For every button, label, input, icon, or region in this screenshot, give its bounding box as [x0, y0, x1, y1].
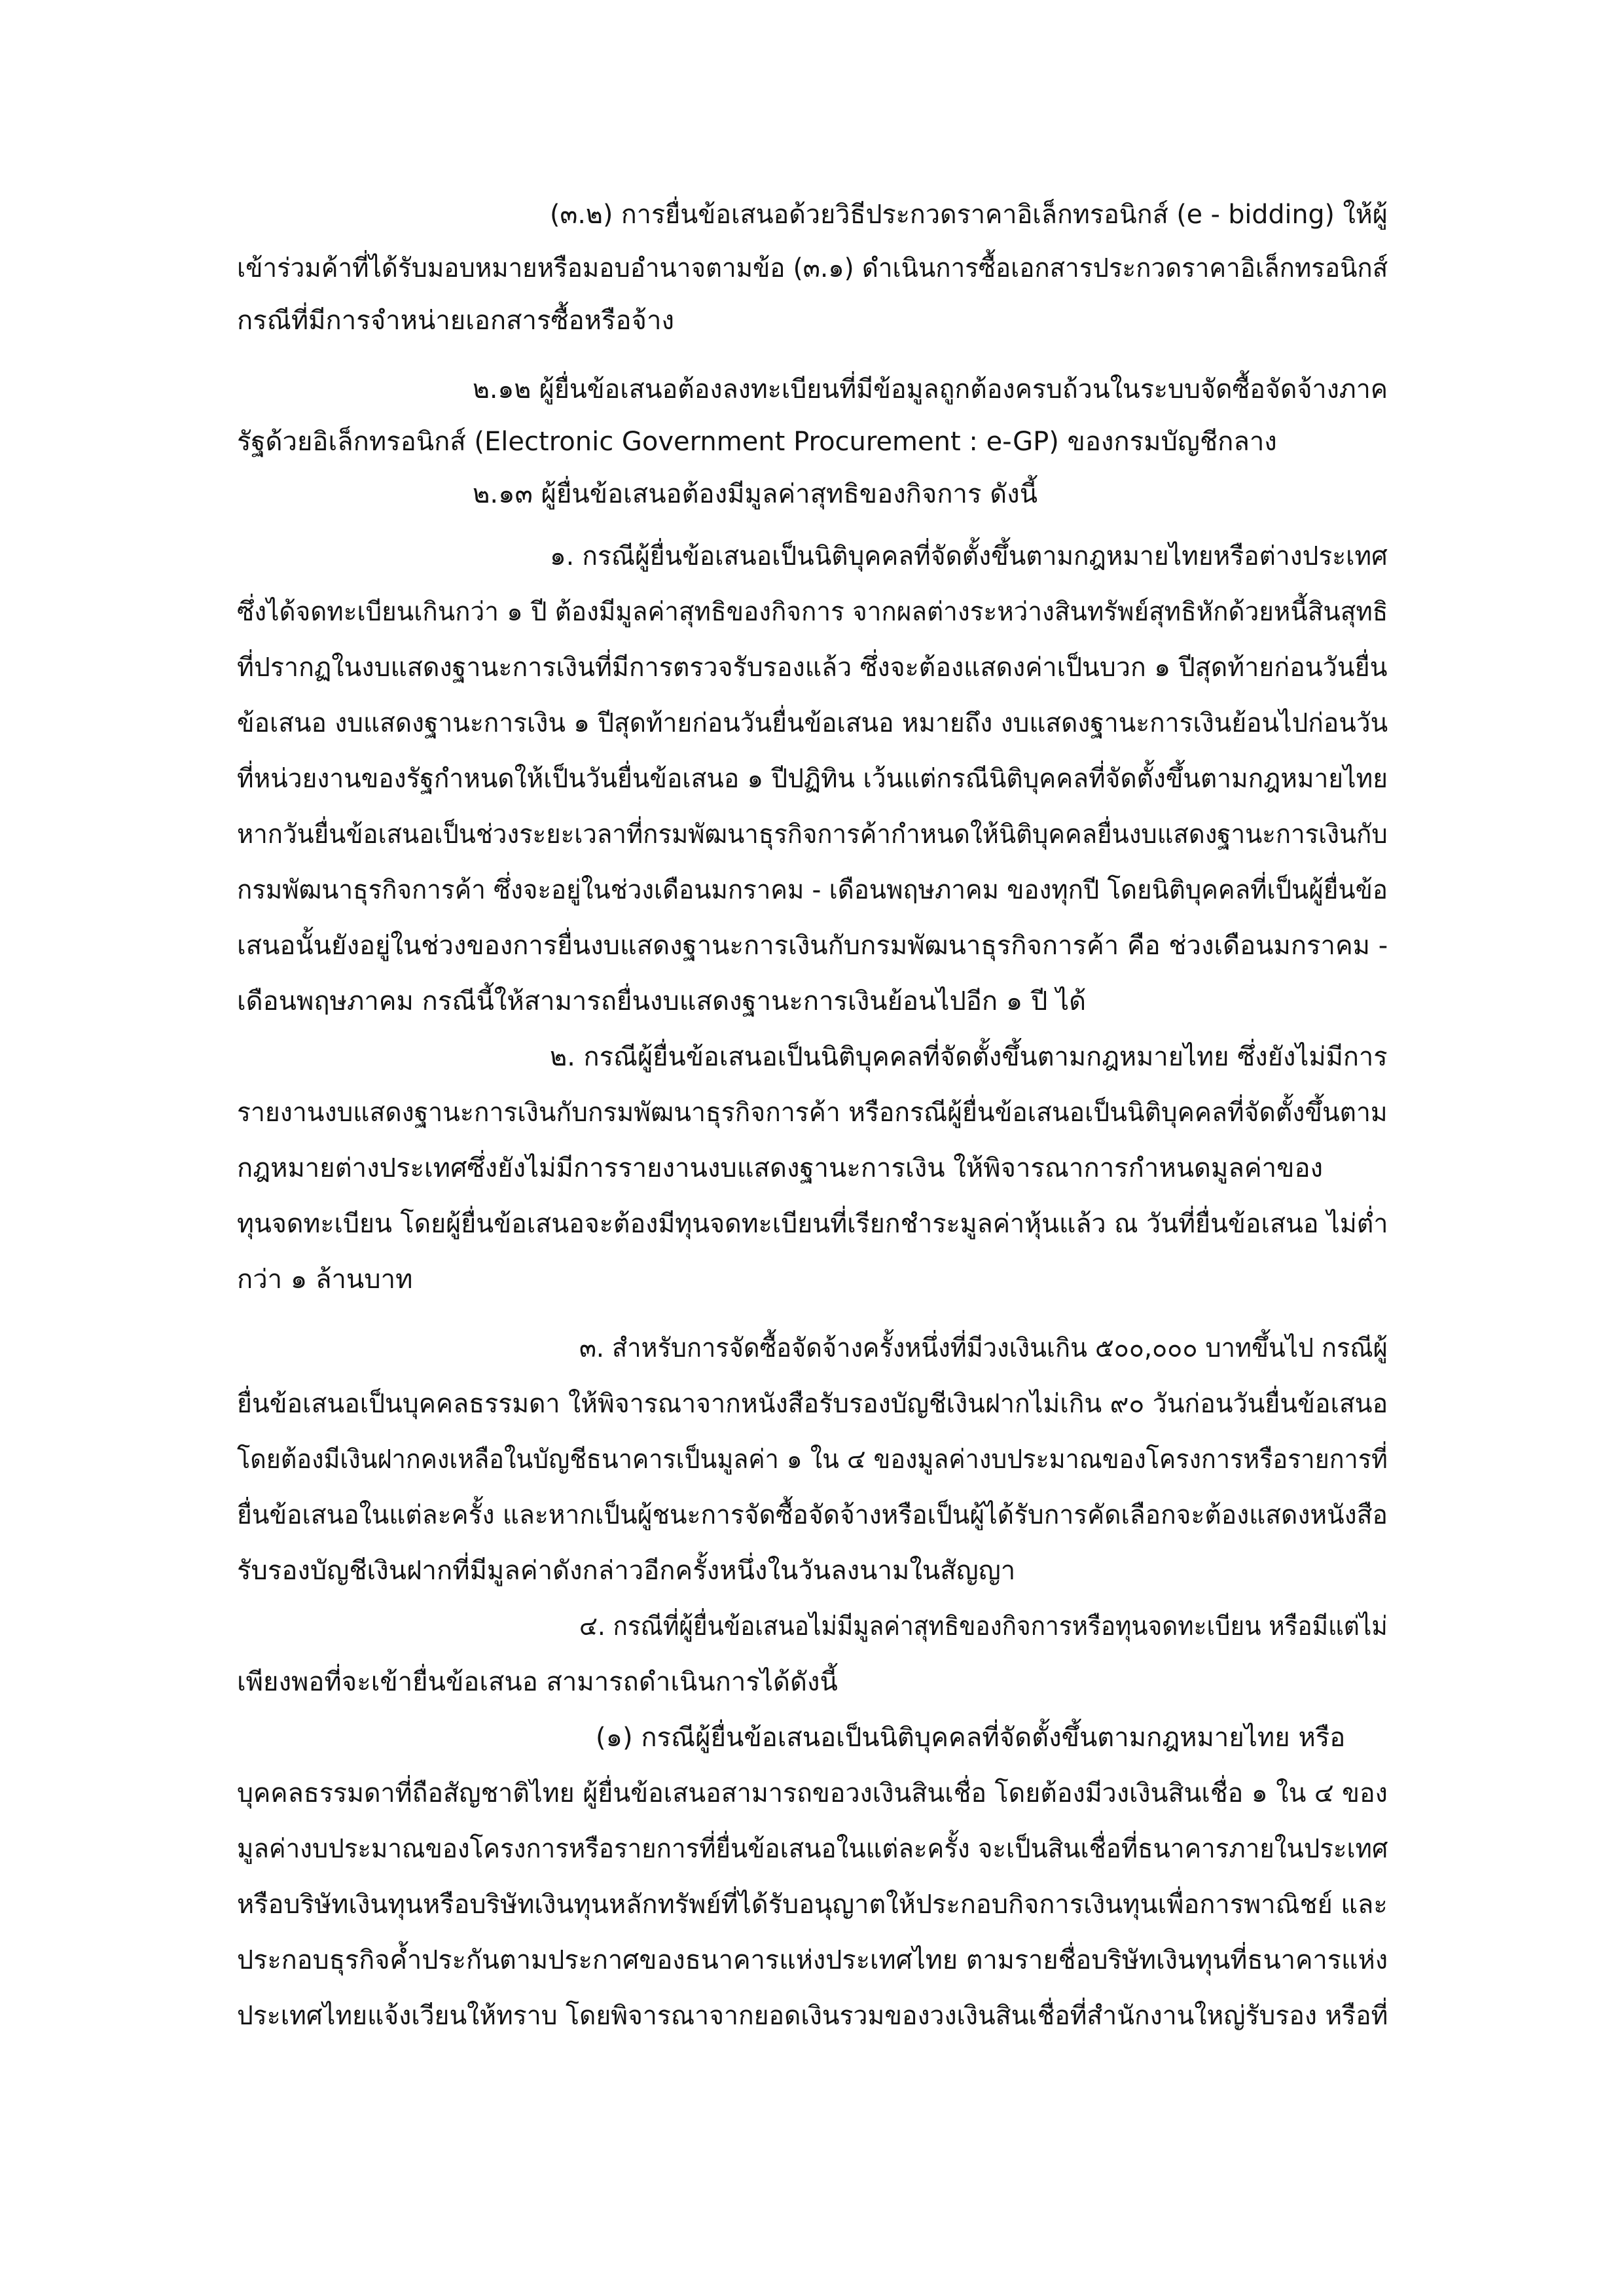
item-1-line-2: ซึ่งได้จดทะเบียนเกินกว่า ๑ ปี ต้องมีมูลค่าสุทธิของกิจการ จากผลต่างระหว่างสินทรัพย์สุทธิหักด้วยหนี้สินสุทธิ	[237, 597, 1388, 627]
item-3-line-5: รับรองบัญชีเงินฝากที่มีมูลค่าดังกล่าวอีกครั้งหนึ่งในวันลงนามในสัญญา	[237, 1556, 1016, 1586]
item-2-line-1: ๒. กรณีผู้ยื่นข้อเสนอเป็นนิติบุคคลที่จัดตั้งขึ้นตามกฎหมายไทย ซึ่งยังไม่มีการ	[550, 1042, 1388, 1072]
clause-2-12-line-1: ๒.๑๒ ผู้ยื่นข้อเสนอต้องลงทะเบียนที่มีข้อมูลถูกต้องครบถ้วนในระบบจัดซื้อจัดจ้างภาค	[473, 374, 1388, 404]
item-2-line-5: กว่า ๑ ล้านบาท	[237, 1265, 413, 1295]
sub-item-4-1-line-3: มูลค่างบประมาณของโครงการหรือรายการที่ยื่นข้อเสนอในแต่ละครั้ง จะเป็นสินเชื่อที่ธนาคารภายในประเทศ	[237, 1834, 1388, 1864]
item-4-line-1: ๔. กรณีที่ผู้ยื่นข้อเสนอไม่มีมูลค่าสุทธิของกิจการหรือทุนจดทะเบียน หรือมีแต่ไม่	[579, 1611, 1388, 1641]
item-1-line-9: เดือนพฤษภาคม กรณีนี้ให้สามารถยื่นงบแสดงฐานะการเงินย้อนไปอีก ๑ ปี ได้	[237, 986, 1087, 1016]
item-4-line-2: เพียงพอที่จะเข้ายื่นข้อเสนอ สามารถดำเนินการได้ดังนี้	[237, 1667, 838, 1697]
clause-3-2-line-1: (๓.๒) การยื่นข้อเสนอด้วยวิธีประกวดราคาอิเล็กทรอนิกส์ (e - bidding) ให้ผู้	[550, 200, 1388, 230]
clause-3-2-line-3: กรณีที่มีการจำหน่ายเอกสารซื้อหรือจ้าง	[237, 306, 674, 336]
sub-item-4-1-line-1: (๑) กรณีผู้ยื่นข้อเสนอเป็นนิติบุคคลที่จัดตั้งขึ้นตามกฎหมายไทย หรือ	[596, 1723, 1346, 1753]
item-1-line-8: เสนอนั้นยังอยู่ในช่วงของการยื่นงบแสดงฐานะการเงินกับกรมพัฒนาธุรกิจการค้า คือ ช่วงเดือนมกราคม -	[237, 931, 1388, 961]
item-1-line-7: กรมพัฒนาธุรกิจการค้า ซึ่งจะอยู่ในช่วงเดือนมกราคม - เดือนพฤษภาคม ของทุกปี โดยนิติบุคคลที่เป็นผู้ยื่นข้อ	[237, 875, 1388, 905]
item-1-line-1: ๑. กรณีผู้ยื่นข้อเสนอเป็นนิติบุคคลที่จัดตั้งขึ้นตามกฎหมายไทยหรือต่างประเทศ	[550, 541, 1388, 571]
item-1-line-3: ที่ปรากฏในงบแสดงฐานะการเงินที่มีการตรวจรับรองแล้ว ซึ่งจะต้องแสดงค่าเป็นบวก ๑ ปีสุดท้ายก่อนวันยื่น	[237, 653, 1388, 683]
item-1-line-5: ที่หน่วยงานของรัฐกำหนดให้เป็นวันยื่นข้อเสนอ ๑ ปีปฏิทิน เว้นแต่กรณีนิติบุคคลที่จัดตั้งขึ้นตามกฎหมายไทย	[237, 764, 1388, 794]
item-1-line-6: หากวันยื่นข้อเสนอเป็นช่วงระยะเวลาที่กรมพัฒนาธุรกิจการค้ากำหนดให้นิติบุคคลยื่นงบแสดงฐานะการเงินกับ	[237, 819, 1388, 850]
sub-item-4-1-line-6: ประเทศไทยแจ้งเวียนให้ทราบ โดยพิจารณาจากยอดเงินรวมของวงเงินสินเชื่อที่สำนักงานใหญ่รับรอง หรือที่	[237, 2001, 1388, 2031]
item-3-line-3: โดยต้องมีเงินฝากคงเหลือในบัญชีธนาคารเป็นมูลค่า ๑ ใน ๔ ของมูลค่างบประมาณของโครงการหรือรายการที่	[237, 1444, 1388, 1475]
item-2-line-4: ทุนจดทะเบียน โดยผู้ยื่นข้อเสนอจะต้องมีทุนจดทะเบียนที่เรียกชำระมูลค่าหุ้นแล้ว ณ วันที่ยื่นข้อเสนอ ไม่ต่ำ	[237, 1209, 1388, 1239]
item-2-line-2: รายงานงบแสดงฐานะการเงินกับกรมพัฒนาธุรกิจการค้า หรือกรณีผู้ยื่นข้อเสนอเป็นนิติบุคคลที่จัดตั้งขึ้นตาม	[237, 1098, 1388, 1128]
item-2-line-3: กฎหมายต่างประเทศซึ่งยังไม่มีการรายงานงบแสดงฐานะการเงิน ให้พิจารณาการกำหนดมูลค่าของ	[237, 1153, 1324, 1183]
sub-item-4-1-line-2: บุคคลธรรมดาที่ถือสัญชาติไทย ผู้ยื่นข้อเสนอสามารถขอวงเงินสินเชื่อ โดยต้องมีวงเงินสินเชื่อ ๑ ใน ๔ ของ	[237, 1778, 1388, 1808]
sub-item-4-1-line-5: ประกอบธุรกิจค้ำประกันตามประกาศของธนาคารแห่งประเทศไทย ตามรายชื่อบริษัทเงินทุนที่ธนาคารแห่ง	[237, 1945, 1388, 1975]
clause-3-2-line-2: เข้าร่วมค้าที่ได้รับมอบหมายหรือมอบอำนาจตามข้อ (๓.๑) ดำเนินการซื้อเอกสารประกวดราคาอิเล็กทรอนิกส์	[237, 253, 1388, 283]
item-1-line-4: ข้อเสนอ งบแสดงฐานะการเงิน ๑ ปีสุดท้ายก่อนวันยื่นข้อเสนอ หมายถึง งบแสดงฐานะการเงินย้อนไปก่อนวัน	[237, 708, 1388, 738]
clause-2-12-line-2: รัฐด้วยอิเล็กทรอนิกส์ (Electronic Government Procurement : e-GP) ของกรมบัญชีกลาง	[237, 427, 1277, 457]
item-3-line-4: ยื่นข้อเสนอในแต่ละครั้ง และหากเป็นผู้ชนะการจัดซื้อจัดจ้างหรือเป็นผู้ได้รับการคัดเลือกจะต้องแสดงหนังสือ	[237, 1500, 1388, 1530]
item-3-line-1: ๓. สำหรับการจัดซื้อจัดจ้างครั้งหนึ่งที่มีวงเงินเกิน ๕๐๐,๐๐๐ บาทขึ้นไป กรณีผู้	[579, 1333, 1388, 1363]
clause-2-13-heading: ๒.๑๓ ผู้ยื่นข้อเสนอต้องมีมูลค่าสุทธิของกิจการ ดังนี้	[473, 479, 1038, 509]
sub-item-4-1-line-4: หรือบริษัทเงินทุนหรือบริษัทเงินทุนหลักทรัพย์ที่ได้รับอนุญาตให้ประกอบกิจการเงินทุนเพื่อการพาณิชย์ และ	[237, 1890, 1388, 1920]
item-3-line-2: ยื่นข้อเสนอเป็นบุคคลธรรมดา ให้พิจารณาจากหนังสือรับรองบัญชีเงินฝากไม่เกิน ๙๐ วันก่อนวันยื่นข้อเสนอ	[237, 1389, 1388, 1419]
